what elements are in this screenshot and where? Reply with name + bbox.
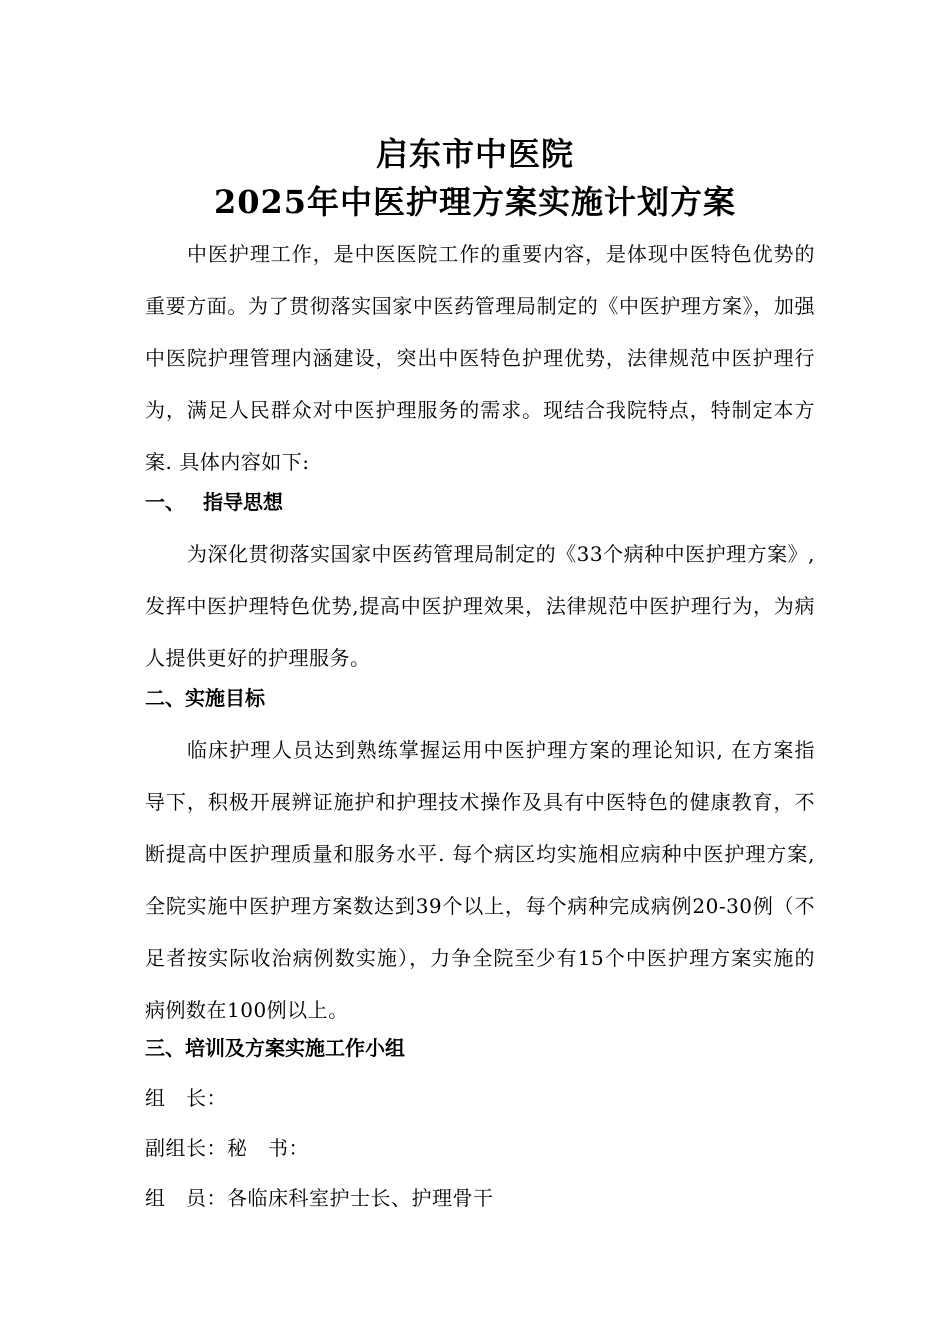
section2-paragraph: 临床护理人员达到熟练掌握运用中医护理方案的理论知识, 在方案指导下，积极开展辨证施护和护理技术操作及具有中医特色的健康教育，不断提高中医护理质量和服务水平. 每个病区均实施相应病种中医护理方案,全院实施中医护理方案数达到39个以上，每个病种完成病例20-30例（不足者按实际收治病例数实施），力争全院至少有15个中医护理方案实施的病例数在100例以上。 bbox=[145, 738, 815, 1022]
section2-heading: 二、实施目标 bbox=[145, 686, 265, 710]
section1-heading bbox=[145, 482, 283, 522]
section1-heading-text: 指导思想 bbox=[203, 490, 283, 514]
section3-heading: 三、培训及方案实施工作小组 bbox=[145, 1036, 405, 1060]
section1-number: 一、 bbox=[145, 490, 185, 514]
team-leader-line: 组 长： bbox=[145, 1086, 227, 1110]
document-title-line1: 启东市中医院 bbox=[375, 135, 574, 173]
team-deputy-line: 副组长：秘 书： bbox=[145, 1136, 309, 1160]
document-title-line2: 2025年中医护理方案实施计划方案 bbox=[213, 183, 737, 221]
intro-paragraph: 中医护理工作，是中医医院工作的重要内容，是体现中医特色优势的重要方面。为了贯彻落实国家中医药管理局制定的《中医护理方案》，加强中医院护理管理内涵建设，突出中医特色护理优势，法律规范中医护理行为，满足人民群众对中医护理服务的需求。现结合我院特点，特制定本方案. 具体内容如下: bbox=[145, 242, 815, 474]
section1-paragraph: 为深化贯彻落实国家中医药管理局制定的《33个病种中医护理方案》, 发挥中医护理特色优势,提高中医护理效果，法律规范中医护理行为，为病人提供更好的护理服务。 bbox=[145, 542, 815, 670]
team-members-line: 组 员：各临床科室护士长、护理骨干 bbox=[145, 1186, 494, 1210]
